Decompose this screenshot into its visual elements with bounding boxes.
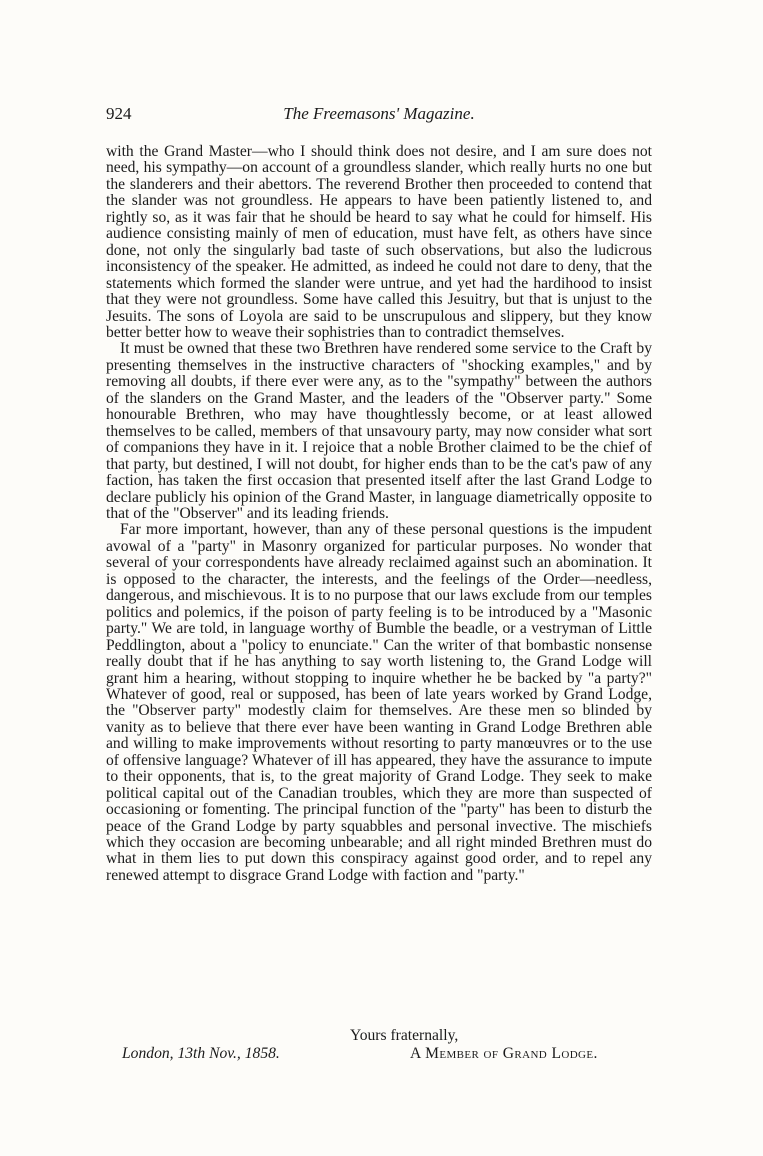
- paragraph-3: Far more important, however, than any of these personal questions is the impudent avowal of a "party" in Masonry organized for particular purposes. No wonder that several of your correspondents have already reclaimed against such an abomination. It is opposed to the character, the interests, and the feelings of the Order—needless, dangerous, and mischievous. It is to no purpose that our laws exclude from our temples politics and polemics, if the poison of party feeling is to be introduced by a "Masonic party." We are told, in language worthy of Bumble the beadle, or a vestryman of Little Peddlington, about a "policy to enunciate." Can the writer of that bombastic nonsense really doubt that if he has anything to say worth listening to, the Grand Lodge will grant him a hearing, without stopping to inquire whether he be backed by "a party?" Whatever of good, real or supposed, has been of late years worked by Grand Lodge, the "Observer party" modestly claim for themselves. Are these men so blinded by vanity as to believe that there ever have been wanting in Grand Lodge Brethren able and willing to make improvements without resorting to party manœuvres or to the use of offensive language? Whatever of ill has appeared, they have the assurance to impute to their opponents, that is, to the great majority of Grand Lodge. They seek to make political capital out of the Canadian troubles, which they are more than suspected of occasioning or fomenting. The principal function of the "party" has been to disturb the peace of the Grand Lodge by party squabbles and personal invective. The mischiefs which they occasion are becoming unbearable; and all right minded Brethren must do what in them lies to put down this conspiracy against good order, and to repel any renewed attempt to disgrace Grand Lodge with faction and "party.": [106, 521, 652, 884]
- page-number: 924: [106, 104, 132, 123]
- signature: A Member of Grand Lodge.: [410, 1045, 598, 1062]
- paragraph-2: It must be owned that these two Brethren have rendered some service to the Craft by presenting themselves in the instructive characters of "shocking examples," and by removing all doubts, if there ever were any, as to the "sympathy" between the authors of the slanders on the Grand Master, and the leaders of the "Observer party." Some honourable Brethren, who may have thoughtlessly become, or at least allowed themselves to be called, members of that unsavoury party, may now consider what sort of companions they have in it. I rejoice that a noble Brother claimed to be the chief of that party, but destined, I will not doubt, for higher ends than to be the cat's paw of any faction, has taken the first occasion that presented itself after the last Grand Lodge to declare publicly his opinion of the Grand Master, in language diametrically opposite to that of the "Observer" and its leading friends.: [106, 340, 652, 522]
- page-header: [106, 104, 652, 130]
- article-body: [106, 144, 652, 884]
- closing-salutation: Yours fraternally,: [350, 1027, 459, 1044]
- place-date: London, 13th Nov., 1858.: [122, 1045, 280, 1062]
- paragraph-1: with the Grand Master—who I should think does not desire, and I am sure does not need, his sympathy—on account of a groundless slander, which really hurts no one but the slanderers and their abettors. The reverend Brother then proceeded to contend that the slander was not groundless. He appears to have been patiently listened to, and rightly so, as it was fair that he should be heard to say what he could for himself. His audience consisting mainly of men of education, must have felt, as others have since done, not only the singularly bad taste of such observations, but also the ludicrous inconsistency of the speaker. He admitted, as indeed he could not dare to deny, that the statements which formed the slander were untrue, and yet had the hardihood to insist that they were not groundless. Some have called this Jesuitry, but that is unjust to the Jesuits. The sons of Loyola are said to be unscrupulous and slippery, but they know better better how to weave their sophistries than to contradict themselves.: [106, 143, 652, 341]
- running-title: The Freemasons' Magazine.: [283, 104, 475, 123]
